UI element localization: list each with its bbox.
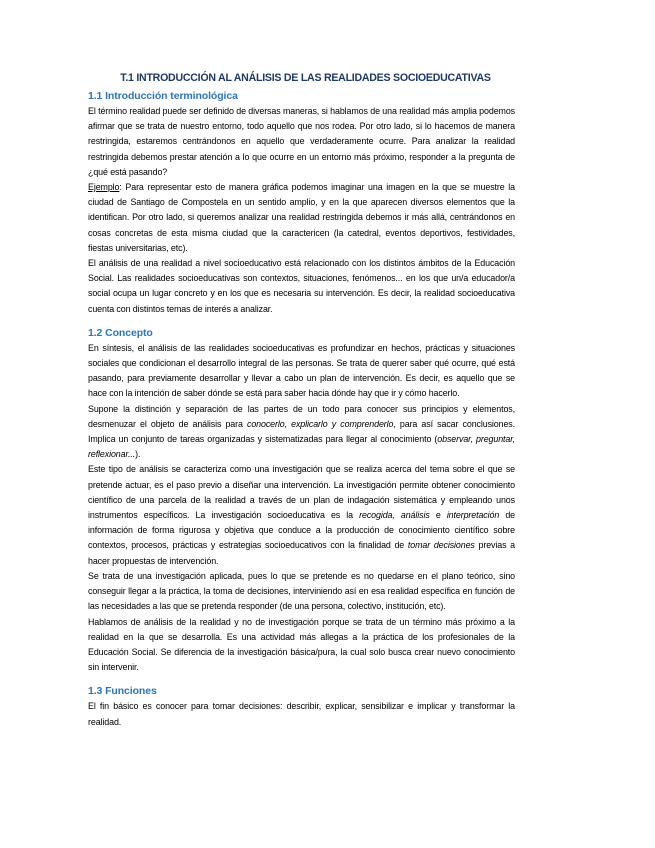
text-run: e — [429, 510, 447, 521]
paragraph — [88, 462, 515, 568]
section-heading-1-3: 1.3 Funciones — [88, 685, 157, 698]
paragraph: Se trata de una investigación aplicada, pues lo que se pretende es no quedarse en el plano teórico, sino conseguir llegar a la práctica, la toma de decisiones, interviniendo así en esa realidad específica en función de las necesidades a las que se pretenda responder (de una persona, colectivo, institución, etc). — [88, 570, 515, 612]
example-paragraph — [88, 180, 515, 256]
italic-run: observar, preguntar, reflexionar... — [88, 434, 515, 460]
text-run: Este tipo de análisis se caracteriza como una investigación que se realiza acerca del tema sobre el que se pretende actuar, es el paso previo a diseñar una intervención. La investigación permite obtener conocimiento científico de una parcela de la realidad a través de un plan de indagación sistemática y empleando unos instrumentos específicos. La investigación socioeducativa es la — [88, 464, 515, 521]
document-title: T.1 INTRODUCCIÓN AL ANÁLISIS DE LAS REALIDADES SOCIOEDUCATIVAS — [120, 72, 491, 84]
text-run: de información de forma rigurosa y objetiva que conduce a la producción de conocimiento científico sobre contextos, procesos, prácticas y estrategias socioeducativos con la finalidad de — [88, 510, 515, 551]
paragraph — [88, 402, 515, 463]
italic-run: conocerlo, explicarlo y comprenderlo — [247, 418, 394, 429]
paragraph: El fin básico es conocer para tomar decisiones: describir, explicar, sensibilizar e implicar y transformar la realidad. — [88, 701, 515, 727]
text-run: ). — [135, 449, 141, 460]
italic-run: recogida, análisis — [359, 510, 430, 521]
italic-run: interpretación — [446, 510, 500, 521]
text-run: Supone la distinción y separación de las partes de un todo para conocer sus principios y elementos, desmenuzar el objeto de análisis para — [88, 403, 515, 429]
text-run: previas a hacer propuestas de intervención. — [88, 540, 515, 566]
section-heading-1-1: 1.1 Introducción terminológica — [88, 90, 238, 102]
paragraph: Hablamos de análisis de la realidad y no de investigación porque se trata de un término más próximo a la realidad en la que se desarrolla. Es una actividad más allegas a la práctica de los profesionales de la Educación Social. Se diferencia de la investigación básica/pura, la cual solo busca crear nuevo conocimiento sin intervenir. — [88, 616, 515, 673]
paragraph: El análisis de una realidad a nivel socioeducativo está relacionado con los distintos ámbitos de la Educación Social. Las realidades socioeducativas son contextos, situaciones, fenómenos... en los que un/a educador/a social ocupa un lugar concreto y en los que es necesaria su intervención. Es decir, la realidad socioeducativa cuenta con distintos temas de interés a analizar. — [88, 258, 515, 314]
example-text: : Para representar esto de manera gráfica podemos imaginar una imagen en la que se muestre la ciudad de Santiago de Compostela en un sentido amplio, y en la que aparecen diversos elementos que la identifican. Por otro lado, si queremos analizar una realidad restringida debemos ir más allá, centrándonos en cosas concretas de esta misma ciudad que la caractericen (la catedral, eventos deportivos, festividades, fiestas universitarias, etc). — [88, 182, 515, 253]
paragraph: En síntesis, el análisis de las realidades socioeducativas es profundizar en hechos, prácticas y situaciones sociales que condicionan el desarrollo integral de las personas. Se trata de querer saber qué ocurre, qué está pasando, para previamente desarrollar y llevar a cabo un plan de intervención. Es decir, es aquello que se hace con la intención de saber dónde se está para saber hacia dónde hay que ir y cómo hacerlo. — [88, 342, 515, 399]
text-run: , para así sacar conclusiones. Implica un conjunto de tareas organizadas y sistematizadas para llegar al conocimiento ( — [88, 418, 515, 445]
example-label: Ejemplo — [88, 182, 120, 193]
paragraph: El término realidad puede ser definido de diversas maneras, si hablamos de una realidad más amplia podemos afirmar que se trata de nuestro entorno, todo aquello que nos rodea. Por otro lado, si lo hacemos de manera restringida, estaremos centrándonos en aquello que verdaderamente ocurre. Para analizar la realidad restringida debemos prestar atención a lo que ocurre en un entorno más próximo, responder a la pregunta de ¿qué está pasando? — [88, 106, 515, 177]
section-heading-1-2: 1.2 Concepto — [88, 326, 153, 339]
italic-run: tomar decisiones — [407, 540, 475, 551]
